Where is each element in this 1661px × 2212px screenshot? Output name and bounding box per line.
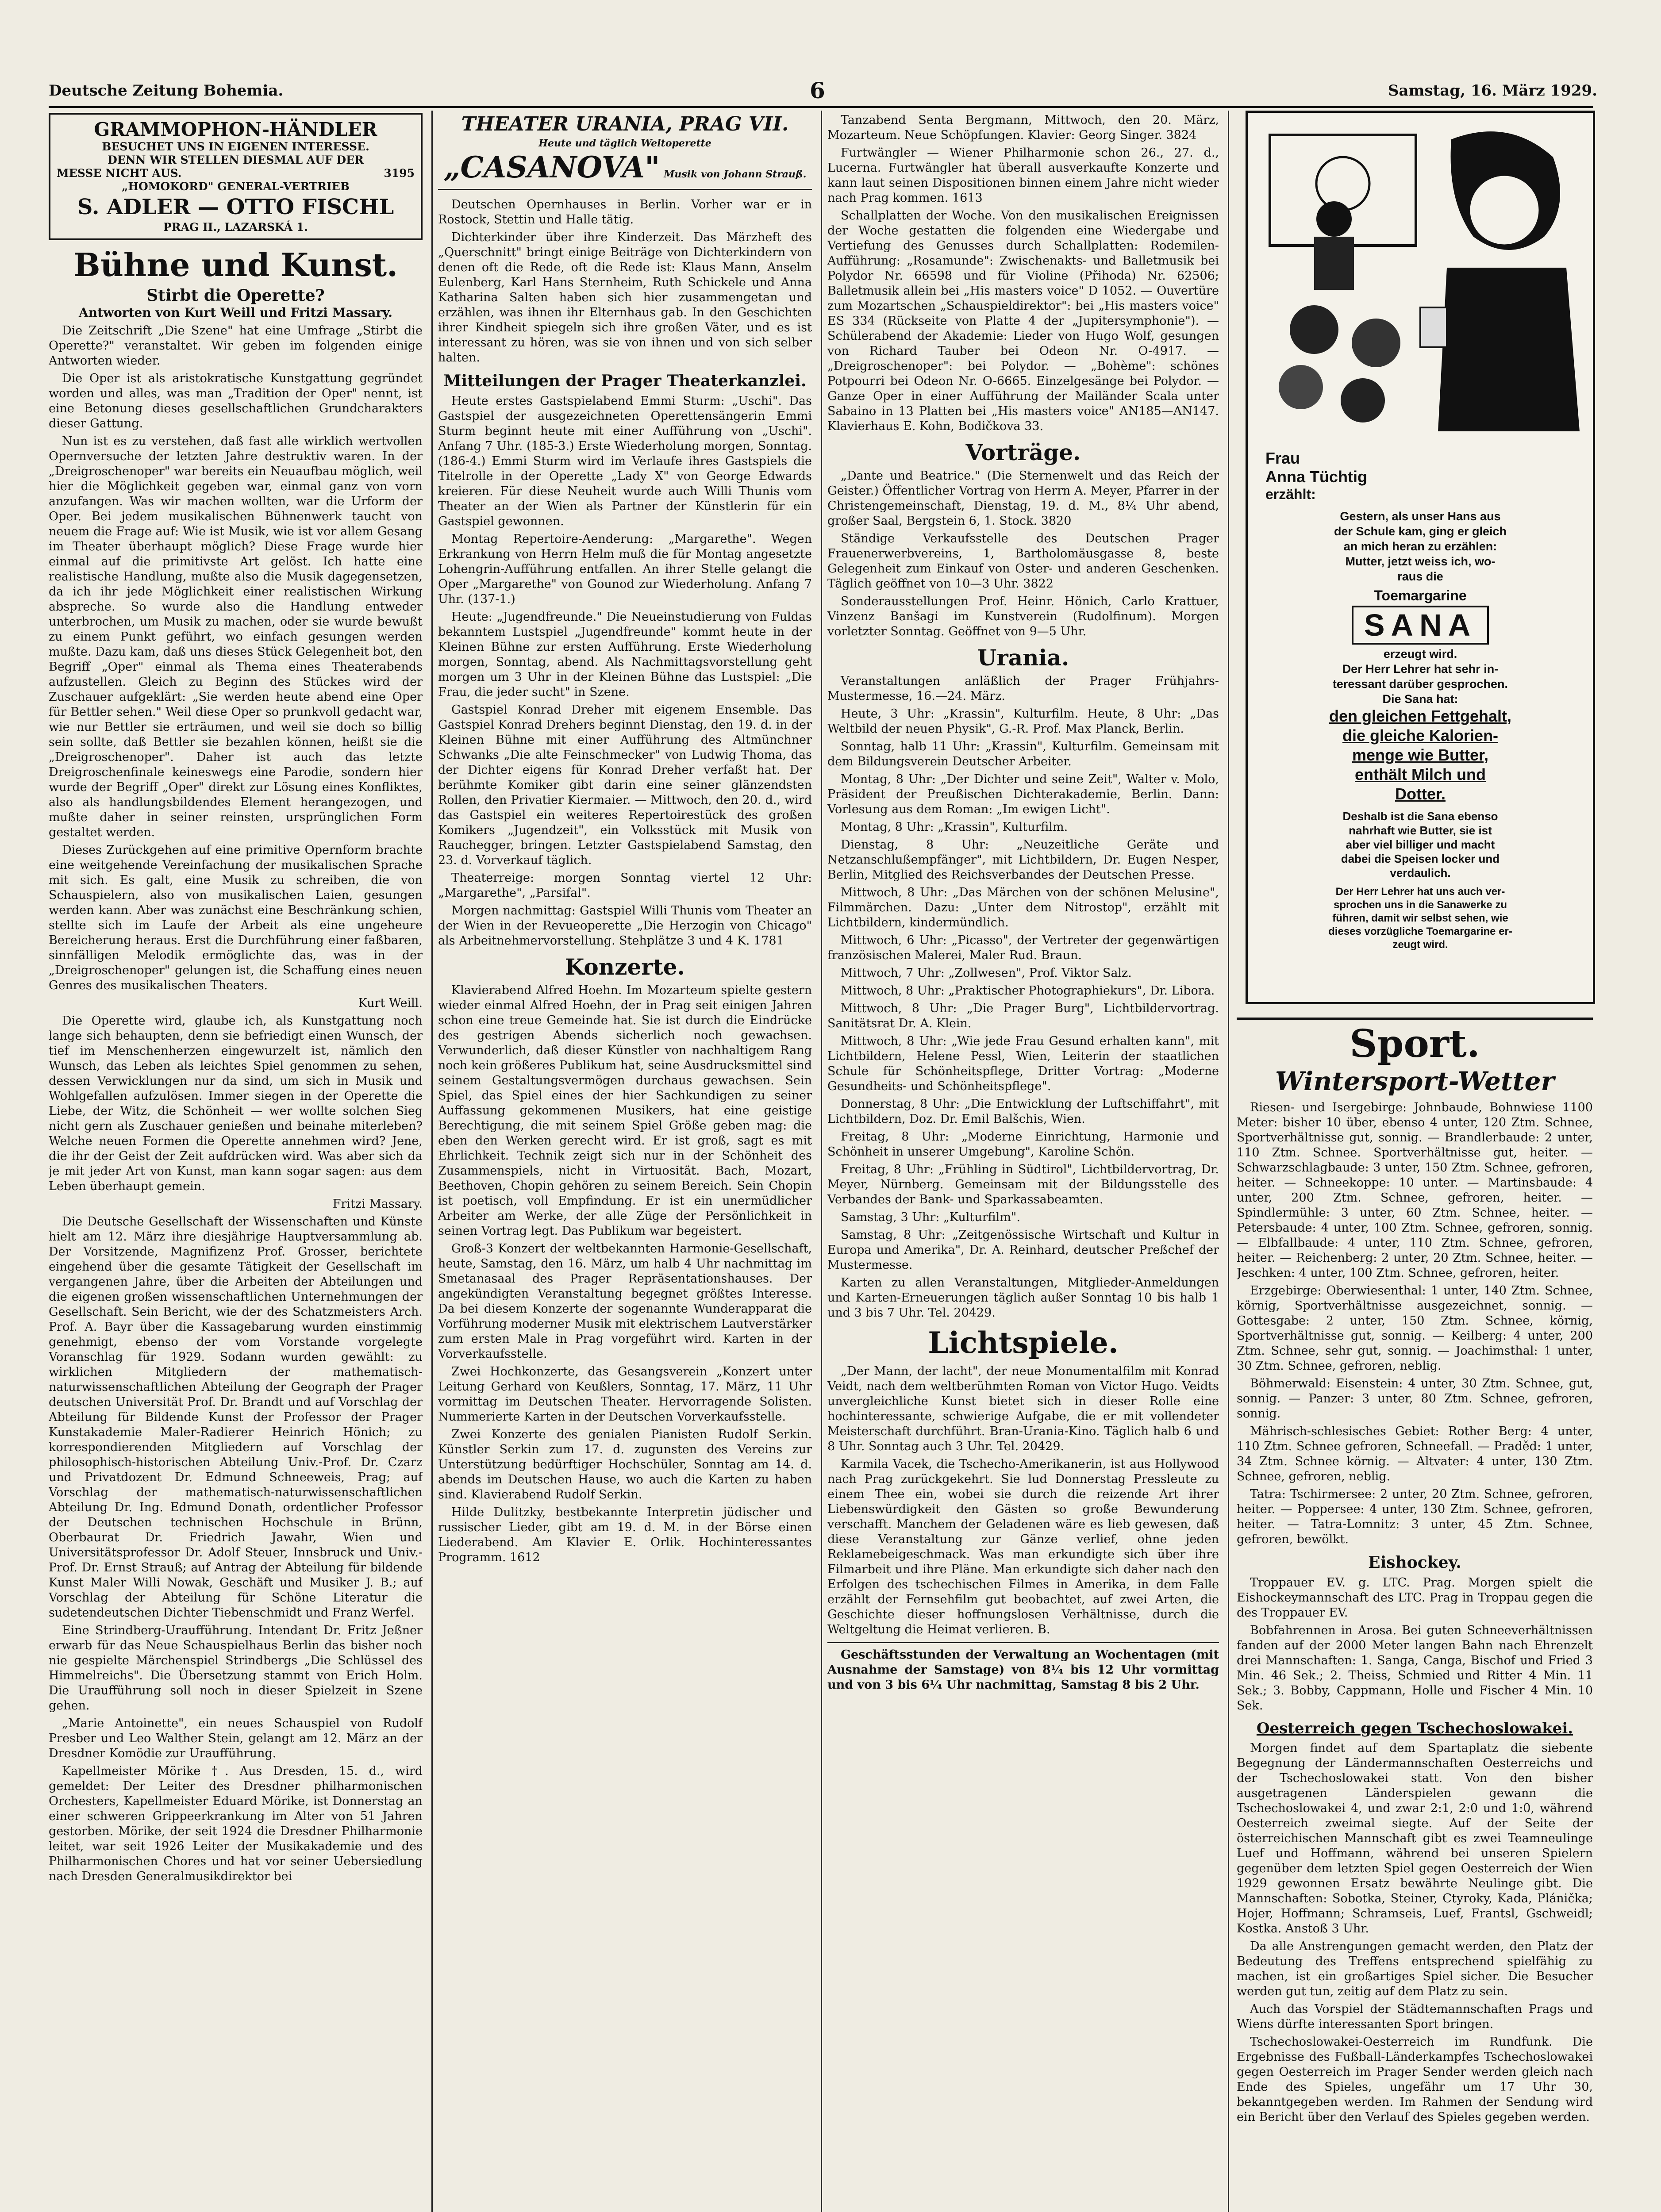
ad-title: GRAMMOPHON-HÄNDLER (94, 119, 377, 140)
article-title: Stirbt die Operette? (146, 286, 325, 305)
ad-line: Der Herr Lehrer hat sehr in- (1342, 662, 1499, 676)
author-signature: Fritzi Massary. (332, 1197, 423, 1211)
ad-claim: den gleichen Fettgehalt, (1329, 707, 1512, 725)
ad-intro: Frau (1265, 449, 1300, 467)
paragraph: Mittwoch, 8 Uhr: „Die Prager Burg", Lichtbildervortrag. Sanitätsrat Dr. A. Klein. (827, 1002, 1219, 1030)
paragraph: Dichterkinder über ihre Kinderzeit. Das Märzheft des „Querschnitt" bringt einige Beiträge von Dichterkindern von denen oft die Rede, oft die Rede ist: Klaus Mann, Anselm Eulenberg, Karl Hans Sternheim, Ruth Schickele und Anna Katharina Salten haben sich hier zusammengetan und erzählen, was ihnen ihr Elternhaus gab. In den Geschichten ihrer Kindheit spiegeln sich ihre großen Väter, und es ist interessant zu hören, was sie von ihnen und von sich selber halten. (438, 230, 812, 365)
masthead-paper-name: Deutsche Zeitung Bohemia. (49, 82, 284, 100)
paragraph: Mittwoch, 8 Uhr: „Das Märchen von der schönen Melusine", Filmmärchen. Dazu: „Unter dem Nitrostop", erzählt mit Lichtbildern, kindermündlich. (827, 886, 1219, 929)
theater-subtitle: Heute und täglich Weltoperette (538, 138, 711, 149)
paragraph: Auch das Vorspiel der Städtemannschaften Prags und Wiens dürfte interessanten Sport bringen. (1237, 2002, 1593, 2031)
paragraph: Erzgebirge: Oberwiesenthal: 1 unter, 140 Ztm. Schnee, körnig, Sportverhältnisse ausgezeichnet, sonnig. — Gottesgabe: 2 unter, 150 Ztm. Schnee, körnig, Sportverhältnisse gut, sonnig. — Keilberg: 4 unter, 200 Ztm. Schnee, sehr gut, sonnig. — Joachimsthal: 1 unter, 30 Ztm. Schnee, gefroren, neblig. (1237, 1284, 1593, 1373)
paragraph: Montag, 8 Uhr: „Der Dichter und seine Zeit", Walter v. Molo, Präsident der Preußischen Dichterakademie, Berlin. Dann: Vorlesung aus dem Roman: „Im ewigen Licht". (827, 772, 1219, 816)
paragraph: Mittwoch, 8 Uhr: „Praktischer Photographiekurs", Dr. Libora. (841, 984, 1215, 998)
ad-line: raus die (1397, 570, 1443, 583)
product-pre: Toemargarine (1374, 588, 1467, 603)
paragraph: Die Zeitschrift „Die Szene" hat eine Umfrage „Stirbt die Operette?" veranstaltet. Wir geben im folgenden einige Antworten wieder. (49, 324, 423, 368)
paragraph: Zwei Hochkonzerte, das Gesangsverein „Konzert unter Leitung Gerhard von Keußlers, Sonntag, 17. März, 11 Uhr vormittag im Deutschen Theater. Hervorragende Solisten. Nummerierte Karten in der Deutschen Vorverkaufsstelle. (438, 1365, 812, 1424)
grammophon-ad (49, 113, 423, 240)
paragraph: Zwei Konzerte des genialen Pianisten Rudolf Serkin. Künstler Serkin zum 17. d. zugunsten des Vereins zur Unterstützung bedürftiger Hochschüler, Sonntag am 14. d. abends im Deutschen Hause, wo auch die Karten zu haben sind. Klavierabend Rudolf Serkin. (438, 1428, 812, 1502)
paragraph: Freitag, 8 Uhr: „Moderne Einrichtung, Harmonie und Schönheit in unserer Umgebung", Karoline Schön. (827, 1130, 1219, 1159)
paragraph: Montag Repertoire-Aenderung: „Margarethe". Wegen Erkrankung von Herrn Helm muß die für Montag angesetzte Lohengrin-Aufführung entfallen. An ihrer Stelle gelangt die Oper „Margarethe" von Gounod zur Wiederholung. Anfang 7 Uhr. (137-1.) (438, 532, 812, 606)
paragraph: Troppauer EV. g. LTC. Prag. Morgen spielt die Eishockeymannschaft des LTC. Prag in Troppau gegen die des Troppauer EV. (1237, 1576, 1593, 1620)
paragraph: Sonntag, halb 11 Uhr: „Krassin", Kulturfilm. Gemeinsam mit dem Bildungsverein Deutscher Arbeiter. (827, 740, 1219, 768)
paragraph: Eine Strindberg-Uraufführung. Intendant Dr. Fritz Jeßner erwarb für das Neue Schauspielhaus Berlin das bisher noch nie gespielte Märchenspiel Strindbergs „Die Schlüssel des Himmelreichs". Die Übersetzung stammt von Erich Holm. Die Uraufführung soll noch in dieser Spielzeit in Szene gehen. (49, 1624, 423, 1713)
sport-column (1237, 1013, 1593, 2212)
column-divider (1228, 111, 1229, 2212)
paragraph: Dienstag, 8 Uhr: „Neuzeitliche Geräte und Netzanschlußempfänger", mit Lichtbildern, Dr. Eugen Nesper, Berlin, Mitglied des Reichsverbandes der Deutschen Presse. (827, 838, 1219, 882)
ad-line: verdaulich. (1390, 866, 1451, 879)
sport-subtitle: Wintersport-Wetter (1275, 1066, 1555, 1096)
ad-line: dieses vorzügliche Toemargarine er- (1328, 926, 1512, 937)
ad-line: zeugt wird. (1392, 939, 1448, 951)
paragraph: Schallplatten der Woche. Von den musikalischen Ereignissen der Woche gestatten die folgenden eine Wiedergabe und Vertiefung des Genusses durch Schallplatten: Rodemilen-Aufführung: „Rosamunde": Zwischenakts- und Balletmusik bei Polydor Nr. 66598 und für Violine (Přihoda) Nr. 62506; Balletmusik allein bei „His masters voice" D 1052. — Ouvertüre zum Mozartschen „Schauspieldirektor": bei „His masters voice" ES 334 (Rückseite von Platte 4 der „Jupitersymphonie"). — Schülerabend der Akademie: Lieder von Hugo Wolf, gesungen von Richard Tauber bei Odeon Nr. O-4917. — „Dreigroschenoper": bei Polydor. — „Bohème": schönes Potpourri bei Odeon Nr. O-6665. Einzelgesänge bei Polydor. — Ganze Oper in einer Aufführung der Mailänder Scala unter Sabaino in 13 Platten bei „His masters voice" AN185—AN147. Klavierhaus E. Kohn, Bodičkova 33. (827, 209, 1219, 433)
ad-line: sprochen uns in die Sanawerke zu (1333, 899, 1507, 911)
divider (1237, 1018, 1593, 1020)
ad-line: erzeugt wird. (1383, 647, 1457, 661)
subsection-title: Urania. (977, 645, 1069, 671)
paragraph: Deutschen Opernhauses in Berlin. Vorher war er in Rostock, Stettin und Halle tätig. (438, 198, 812, 227)
paragraph: Riesen- und Isergebirge: Johnbaude, Bohnwiese 1100 Meter: bisher 10 über, ebenso 4 unter, 120 Ztm. Schnee, Sportverhältnisse gut, sonnig. — Brandlerbaude: 2 unter, 110 Ztm. Schnee. Sportverhältnisse gut, heiter. — Schwarzschlagbaude: 3 unter, 150 Ztm. Schnee, gefroren, heiter. — Schneekoppe: 10 unter. — Martinsbaude: 4 unter, 200 Ztm. Schnee, gefroren, heiter. — Spindlermühle: 3 unter, 60 Ztm. Schnee, heiter. — Petersbaude: 4 unter, 100 Ztm. Schnee, gefroren, sonnig. — Elbfallbaude: 4 unter, 110 Ztm. Schnee, gefroren, heiter. — Reichenberg: 2 unter, 20 Ztm. Schnee, heiter. — Jeschken: 4 unter, 100 Ztm. Schnee, gefroren, heiter. (1237, 1101, 1593, 1280)
ad-intro: erzählt: (1265, 486, 1316, 502)
subsection-title: Mitteilungen der Prager Theaterkanzlei. (443, 372, 807, 390)
subsection-title: Konzerte. (565, 954, 685, 980)
paragraph: Tschechoslowakei-Oesterreich im Rundfunk. Die Ergebnisse des Fußball-Länderkampfes Tschechoslowakei gegen Oesterreich im Prager Sender werden gleich nach Ende des Spieles, ungefähr um 17 Uhr 30, bekanntgegeben werden. Im Rahmen der Sendung wird ein Bericht über den Verlauf des Spieles gegeben werden. (1237, 2035, 1593, 2124)
paragraph: Tatra: Tschirmersee: 2 unter, 20 Ztm. Schnee, gefroren, heiter. — Poppersee: 4 unter, 130 Ztm. Schnee, gefroren, heiter. — Tatra-Lomnitz: 3 unter, 45 Ztm. Schnee, gefroren, bewölkt. (1237, 1487, 1593, 1546)
ad-line: „HOMOKORD" GENERAL-VERTRIEB (122, 180, 350, 193)
column-divider (821, 111, 822, 2212)
ad-line: Gestern, als unser Hans aus (1340, 510, 1501, 523)
paragraph: Mittwoch, 8 Uhr: „Wie jede Frau Gesund erhalten kann", mit Lichtbildern, Helene Pessl, Wien, Leiterin der staatlichen Schule für Schönheitspflege, Dritter Vortrag: „Moderne Gesundheits- und Schönheitspflege". (827, 1034, 1219, 1093)
product-name: SANA (1352, 606, 1489, 645)
paragraph: Samstag, 3 Uhr: „Kulturfilm". (841, 1210, 1020, 1224)
ad-line: DENN WIR STELLEN DIESMAL AUF DER (108, 154, 364, 166)
paragraph: Klavierabend Alfred Hoehn. Im Mozarteum spielte gestern wieder einmal Alfred Hoehn, der in Prag seit einigen Jahren schon eine treue Gemeinde hat. Sie ist durch die Eindrücke des gestrigen Abends sicherlich noch gewachsen. Verwunderlich, daß dieser Künstler von nachhaltigem Rang noch kein größeres Publikum hat, seine Ausdrucksmittel sind seinem Gestaltungsvermögen durchaus gewachsen. Sein Spiel, das Spiel eines der hier Sachkundigen zu seiner Auffassung gekommenen Musikers, hat eine geistige Berechtigung, die mit seinem Spiel Größe geben mag: die eben den Werken gerecht wird. Er ist groß, sagt es mit Ehrlichkeit. Technik zeigt sich nur in der Schönheit des Zusammenspiels, nicht in Virtuosität. Bach, Mozart, Beethoven, Chopin gehören zu seinem Bereich. Sein Chopin ist poetisch, voll Empfindung. Er ist ein unermüdlicher Arbeiter am Werke, der alle Züge der Persönlichkeit in seinen Vortrag legt. Das Publikum war begeistert. (438, 983, 812, 1238)
paragraph: Heute, 3 Uhr: „Krassin", Kulturfilm. Heute, 8 Uhr: „Das Weltbild der neuen Physik", G.-R. Prof. Max Planck, Berlin. (827, 707, 1219, 736)
ad-line: führen, damit wir selbst sehen, wie (1332, 912, 1508, 924)
masthead-date: Samstag, 16. März 1929. (1388, 82, 1597, 100)
paragraph: Veranstaltungen anläßlich der Prager Frühjahrs-Mustermesse, 16.—24. März. (827, 674, 1219, 703)
ad-line: Die Sana hat: (1382, 692, 1458, 706)
paragraph: Nun ist es zu verstehen, daß fast alle wirklich wertvollen Opernversuche der letzten Jahre destruktiv waren. In der „Dreigroschenoper" war bereits ein Neuaufbau möglich, weil hier die Möglichkeit gegeben war, einmal ganz von vorn anzufangen. Was wir machen wollten, war die Urform der Oper. Bei jedem musikalischen Bühnenwerk taucht von neuem die Frage auf: Wie ist Musik, wie ist vor allem Gesang im Theater überhaupt möglich? Diese Frage wurde hier einmal auf die primitivste Art gelöst. Ich hatte eine realistische Handlung, mußte also die Musik dagegensetzen, da ich ihr jede Möglichkeit einer realistischen Wirkung abspreche. So wurde also die Handlung entweder unterbrochen, um Musik zu machen, oder sie wurde bewußt zu einem Punkt geführt, wo einfach gesungen werden mußte. Dazu kam, daß uns dieses Stück Gelegenheit bot, den Begriff „Oper" einmal als Thema eines Theaterabends aufzustellen. Gleich zu Beginn des Stückes wird der Zuschauer aufgeklärt: „Sie werden heute abend eine Oper für Bettler sehen." Weil diese Oper so prunkvoll gedacht war, wie nur Bettler sie erträumen, und weil sie doch so billig sein sollte, daß Bettler sie bezahlen können, heißt sie die „Dreigroschenoper". Daher ist auch das letzte Dreigroschenfinale keineswegs eine Parodie, sondern hier wurde der Begriff „Oper" direkt zur Lösung eines Konfliktes, also als handlungsbildendes Element herangezogen, und mußte daher in seiner reinsten, ursprünglichen Form gestaltet werden. (49, 434, 423, 839)
paragraph: Tanzabend Senta Bergmann, Mittwoch, den 20. März, Mozarteum. Neue Schöpfungen. Klavier: Georg Singer. 3824 (827, 113, 1219, 142)
theater-show: „CASANOVA" (443, 150, 660, 184)
paragraph: Groß-3 Konzert der weltbekannten Harmonie-Gesellschaft, heute, Samstag, den 16. März, um halb 4 Uhr nachmittag im Smetanasaal des Prager Repräsentationshauses. Der angekündigten Veranstaltung begegnet größtes Interesse. Da bei diesem Konzerte der sogenannte Wunderapparat die Vorführung moderner Musik mit elektrischem Lautverstärker zum ersten Male in Prag vorgeführt wird. Karten in der Vorverkaufsstelle. (438, 1242, 812, 1361)
paragraph: Die Oper ist als aristokratische Kunstgattung gegründet worden und alles, was man „Tradition der Oper" nennt, ist eine Betonung dieses gesellschaftlichen Grundcharakters dieser Gattung. (49, 372, 423, 430)
section-title: Bühne und Kunst. (73, 246, 398, 284)
divider (827, 1642, 1219, 1643)
paragraph: Morgen findet auf dem Spartaplatz die siebente Begegnung der Ländermannschaften Oesterreichs und der Tschechoslowakei statt. Von den bisher ausgetragenen Länderspielen gewann die Tschechoslowakei 4, und zwar 2:1, 2:0 und 1:0, während Oesterreich zweimal siegte. Auf der Seite der österreichischen Mannschaft gibt es zwei Teamneulinge Luef und Hoffmann, während bei unseren Spielern gegenüber dem letzten Spiel gegen Oesterreich der Wien 1929 gewonnen Ersatz bewährte Neulinge gibt. Die Mannschaften: Sobotka, Steiner, Ctyroky, Kada, Plánička; Hojer, Hoffmann; Schramseis, Luef, Frantsl, Gschweidl; Kostka. Anstoß 3 Uhr. (1237, 1741, 1593, 1936)
ad-names: S. ADLER — OTTO FISCHL (77, 195, 394, 219)
paragraph: Die Operette wird, glaube ich, als Kunstgattung noch lange sich behaupten, denn sie befriedigt einen Wunsch, der tief im Menschenherzen eingewurzelt ist, nämlich den Wunsch, das Leben als leichtes Spiel genommen zu sehen, dessen Verwicklungen nur da sind, um sich in Musik und Wohlgefallen aufzulösen. Immer siegen in der Operette die Liebe, der Witz, die Schönheit — wer wollte solchen Sieg nicht gern als Zuschauer genießen und beinahe miterleben? Welche neuen Formen die Operette annehmen wird? Jene, die ihr der Geist der Zeit aufdrücken wird. Was aber sich da je mit jeder Art von Kunst, man kann sogar sagen: aus dem Leben überhaupt gemein. (49, 1014, 423, 1193)
paragraph: Samstag, 8 Uhr: „Zeitgenössische Wirtschaft und Kultur in Europa und Amerika", Dr. A. Reinhard, deutscher Preßchef der Mustermesse. (827, 1228, 1219, 1272)
paragraph: Sonderausstellungen Prof. Heinr. Hönich, Carlo Krattuer, Vinzenz Banšagi im Kunstverein (Rudolfinum). Morgen vorletzter Sonntag. Geöffnet von 9—5 Uhr. (827, 595, 1219, 638)
paragraph: Hilde Dulitzky, bestbekannte Interpretin jüdischer und russischer Lieder, gibt am 19. d. M. in der Börse einen Liederabend. Am Klavier E. Orlik. Hochinteressantes Programm. 1612 (438, 1505, 812, 1564)
subsection-title: Lichtspiele. (928, 1325, 1119, 1360)
subsection-title: Eishockey. (1368, 1553, 1461, 1572)
paragraph: Furtwängler — Wiener Philharmonie schon 26., 27. d., Lucerna. Furtwängler hat überall ausverkaufte Konzerte und kann laut seinen Dispositionen binnen einem Jahre nicht wieder nach Prag kommen. 1613 (827, 146, 1219, 205)
theater-name: THEATER URANIA, PRAG VII. (461, 113, 789, 135)
ad-claim: Dotter. (1395, 785, 1446, 803)
masthead-page-number: 6 (810, 77, 825, 104)
paragraph: Heute erstes Gastspielabend Emmi Sturm: „Uschi". Das Gastspiel der ausgezeichneten Operettensängerin Emmi Sturm beginnt heute mit einer Aufführung von „Uschi". Anfang 7 Uhr. (185-3.) Erste Wiederholung morgen, Sonntag. (186-4.) Emmi Sturm wird im Verlaufe ihres Gastspiels die Titelrolle in der Operette „Lady X" von George Edwards kreieren. Für diese Neuheit wurde auch Willi Thunis vom Theater an der Wien als Partner der Künstlerin für ein Gastspiel gewonnen. (438, 394, 812, 528)
ad-line: Der Herr Lehrer hat uns auch ver- (1335, 886, 1505, 898)
column-2 (438, 113, 812, 2212)
sport-title: Sport. (1350, 1022, 1480, 1066)
paragraph: Mährisch-schlesisches Gebiet: Rother Berg: 4 unter, 110 Ztm. Schnee gefroren, Schneefall. — Praděd: 1 unter, 34 Ztm. Schnee körnig. — Altvater: 4 unter, 130 Ztm. Schnee, gefroren, neblig. (1237, 1425, 1593, 1483)
paragraph: Da alle Anstrengungen gemacht werden, den Platz der Bedeutung des Treffens entsprechend spielfähig zu machen, ist ein großartiges Spiel sicher. Die Besucher werden gut tun, zeitig auf dem Platz zu sein. (1237, 1939, 1593, 1998)
ad-number: 3195 (384, 167, 415, 180)
paragraph: Heute: „Jugendfreunde." Die Neueinstudierung von Fuldas bekanntem Lustspiel „Jugendfreunde" kommt heute in der Kleinen Bühne zur ersten Aufführung. Erste Wiederholung morgen, Sonntag, abend. Als Nachmittagsvorstellung geht morgen um 3 Uhr in der Kleinen Bühne das Lustspiel: „Die Frau, die jeder sucht" in Szene. (438, 610, 812, 699)
ad-line: der Schule kam, ging er gleich (1334, 525, 1507, 538)
paragraph: Karmila Vacek, die Tschecho-Amerikanerin, ist aus Hollywood nach Prag zurückgekehrt. Sie lud Donnerstag Pressleute zu einem Thee ein, wobei sie durch die reizende Art ihrer Liebenswürdigkeit den Gästen so große Bewunderung verschafft. Manchem der Geladenen wäre es lieb gewesen, daß diese Veranstaltung zur Gänze verlief, ohne jeden Reklamebeigeschmack. Was man erkundigte sich über ihre Filmarbeit und ihre Pläne. Man erkundigte sich daher nach den Erfolgen des tschechischen Filmes in Amerika, in dem Falle erzählt der Fernsehfilm gut beobachtet, auf zwei Arten, die Geschichte dieser hoffnungslosen Verhältnisse, durch die Weltgeltung die Heimat verlieren. B. (827, 1457, 1219, 1636)
paragraph: „Der Mann, der lacht", der neue Monumentalfilm mit Konrad Veidt, nach dem weltberühmten Roman von Victor Hugo. Veidts unvergleichliche Kunst bietet sich in dieser Rolle eine hochinteressante, schwierige Aufgabe, die er mit vollendeter Meisterschaft durchführt. Bran-Urania-Kino. Täglich halb 6 und 8 Uhr. Sonntag auch 3 Uhr. Tel. 20429. (827, 1364, 1219, 1453)
ad-line: MESSE NICHT AUS. (57, 167, 182, 180)
paragraph: Morgen nachmittag: Gastspiel Willi Thunis vom Theater an der Wien in der Revueoperette „Die Herzogin von Chicago" als Arbeitnehmervorstellung. Stehplätze 3 und 4 K. 1781 (438, 904, 812, 948)
paragraph: Dieses Zurückgehen auf eine primitive Opernform brachte eine weitgehende Vereinfachung der musikalischen Sprache mit sich. Es galt, eine Musik zu schreiben, die von Schauspielern, also von musikalischen Laien, gesungen werden kann. Aber was zunächst eine Beschränkung schien, stellte sich im Laufe der Arbeit als eine ungeheure Bereicherung heraus. Erst die Durchführung einer faßbaren, sinnfälligen Melodik ermöglichte das, was in der „Dreigroschenoper" gelungen ist, die Schaffung eines neuen Genres des musikalischen Theaters. (49, 843, 423, 992)
paragraph: Ständige Verkaufsstelle des Deutschen Prager Frauenerwerbvereins, 1, Bartholomäusgasse 8, beste Gelegenheit zum Einkauf von Oster- und anderen Geschenken. Täglich geöffnet von 10—3 Uhr. 3822 (827, 532, 1219, 591)
theater-music: Musik von Johann Strauß. (664, 169, 807, 180)
masthead-rule (49, 106, 1593, 108)
author-signature: Kurt Weill. (358, 996, 423, 1010)
masthead (49, 77, 1597, 104)
ad-address: PRAG II., LAZARSKÁ 1. (163, 221, 308, 234)
paragraph: Theaterreige: morgen Sonntag viertel 12 Uhr: „Margarethe", „Parsifal". (438, 871, 812, 900)
subsection-title: Vorträge. (965, 439, 1081, 465)
ad-line: BESUCHET UNS IN EIGENEN INTERESSE. (102, 140, 369, 153)
paragraph: Karten zu allen Veranstaltungen, Mitglieder-Anmeldungen und Karten-Erneuerungen täglich außer Sonntag 10 bis halb 1 und 3 bis 7 Uhr. Tel. 20429. (827, 1276, 1219, 1320)
ad-line: Mutter, jetzt weiss ich, wo- (1345, 555, 1496, 568)
paragraph: Die Deutsche Gesellschaft der Wissenschaften und Künste hielt am 12. März ihre diesjährige Hauptversammlung ab. Der Vorsitzende, Magnifizenz Prof. Grosser, berichtete eingehend über die gesamte Tätigkeit der Gesellschaft im vergangenen Jahre, über die Arbeiten der Abteilungen und die eigenen großen wissenschaftlichen Unternehmungen der Gesellschaft. Sein Bericht, wie der des Schatzmeisters Arch. Prof. A. Bayr über die Kassagebarung wurden einstimmig genehmigt, ebenso der vom Vorstande vorgelegte Voranschlag für 1929. Sodann wurden gewählt: zu wirklichen Mitgliedern der mathematisch-naturwissenschaftlichen Abteilung der Geograph der Prager deutschen Universität Prof. Dr. Brandt und auf Vorschlag der Abteilung für Bildende Kunst der Professor der Prager Kunstakademie Maler-Radierer Heinrich Hönich; zu korrespondierenden Mitgliedern auf Vorschlag der philosophisch-historischen Abteilung Univ.-Prof. Dr. Czarz und Privatdozent Dr. Edmund Schneeweis, Prag; auf Vorschlag der mathematisch-naturwissenschaftlichen Abteilung Dr. Ing. Edmund Donath, ordentlicher Professor der Deutschen technischen Hochschule in Brünn, Oberbaurat Dr. Friedrich Jawahr, Wien und Universitätsprofessor Dr. Adolf Steuer, Innsbruck und Univ.-Prof. Dr. Ernst Strauß; auf Antrag der Abteilung für bildende Kunst Maler Willi Nowak, Geschäft und Musiker J. B.; auf Vorschlag der Abteilung für Schöne Literatur die sudetendeutschen Dichter Tiebenschmidt und Franz Werfel. (49, 1215, 423, 1620)
paragraph: „Dante und Beatrice." (Die Sternenwelt und das Reich der Geister.) Öffentlicher Vortrag von Herrn A. Meyer, Pfarrer in der Christengemeinschaft, Dienstag, 19. d. M., 8¼ Uhr abend, großer Saal, Bergstein 6, 1. Stock. 3820 (827, 469, 1219, 528)
ad-claim: menge wie Butter, (1352, 746, 1489, 764)
column-3 (827, 113, 1219, 2212)
column-1 (49, 113, 423, 2212)
paragraph: Montag, 8 Uhr: „Krassin", Kulturfilm. (841, 820, 1068, 834)
paragraph: Donnerstag, 8 Uhr: „Die Entwicklung der Luftschiffahrt", mit Lichtbildern, Doz. Dr. Emil Balšchis, Wien. (827, 1097, 1219, 1126)
paragraph: „Marie Antoinette", ein neues Schauspiel von Rudolf Presber und Leo Walther Stein, gelangt am 12. März an der Dresdner Komödie zur Uraufführung. (49, 1717, 423, 1760)
ad-line: teressant darüber gesprochen. (1332, 677, 1508, 691)
paragraph: Freitag, 8 Uhr: „Frühling in Südtirol", Lichtbildervortrag, Dr. Meyer, Nürnberg. Gemeinsam mit der Bildungsstelle des Verbandes der Bank- und Sparkassabeamten. (827, 1163, 1219, 1206)
ad-line: nahrhaft wie Butter, sie ist (1349, 824, 1492, 837)
ad-claim: enthält Milch und (1355, 765, 1486, 783)
ad-claim: die gleiche Kalorien- (1342, 726, 1499, 745)
paragraph: Mittwoch, 7 Uhr: „Zollwesen", Prof. Viktor Salz. (841, 966, 1132, 980)
ad-line: an mich heran zu erzählen: (1343, 540, 1497, 553)
paragraph: Geschäftsstunden der Verwaltung an Wochentagen (mit Ausnahme der Samstage) von 8¼ bis 12 Uhr vormittag und von 3 bis 6¼ Uhr nachmittag, Samstag 8 bis 2 Uhr. (827, 1648, 1219, 1692)
paragraph: Kapellmeister Mörike †. Aus Dresden, 15. d., wird gemeldet: Der Leiter des Dresdner philharmonischen Orchesters, Kapellmeister Eduard Mörike, ist Donnerstag an einer schweren Grippeerkrankung im Alter von 51 Jahren gestorben. Mörike, der seit 1924 die Dresdner Philharmonie leitet, war seit 1926 Leiter der Musikakademie und des Philharmonischen Chores und hat vor seiner Uebersiedlung nach Dresden Generalmusikdirektor bei (49, 1764, 423, 1883)
paragraph: Böhmerwald: Eisenstein: 4 unter, 30 Ztm. Schnee, gut, sonnig. — Panzer: 3 unter, 80 Ztm. Schnee, gefroren, sonnig. (1237, 1377, 1593, 1421)
paragraph: Mittwoch, 6 Uhr: „Picasso", der Vertreter der gegenwärtigen französischen Malerei, Maler Rud. Braun. (827, 933, 1219, 962)
paragraph: Bobfahrennen in Arosa. Bei guten Schneeverhältnissen fanden auf der 2000 Meter langen Bahn nach Ehrenzelt drei Mannschaften: 1. Sanga, Canga, Bischof und Fried 3 Min. 46 Sek.; 2. Theiss, Schmied und Ritter 4 Min. 11 Sek.; 3. Bobby, Cappmann, Holle und Fischer 4 Min. 10 Sek. (1237, 1624, 1593, 1713)
sana-margarine-ad (1246, 111, 1595, 1004)
ad-line: aber viel billiger und macht (1346, 838, 1495, 851)
sana-ad-text (1265, 449, 1575, 952)
theater-urania-ad (438, 113, 812, 190)
ad-line: Deshalb ist die Sana ebenso (1342, 810, 1498, 823)
paragraph: Gastspiel Konrad Dreher mit eigenem Ensemble. Das Gastspiel Konrad Drehers beginnt Dienstag, den 19. d. in der Kleinen Bühne mit einer Aufführung des Altmünchner Schwanks „Die alte Feinschmecker" von Ludwig Thoma, das der Dichter eigens für Konrad Dreher verfaßt hat. Der berühmte Komiker gibt darin eine seiner glänzendsten Rollen, den Privatier Kiermaier. — Mittwoch, den 20. d., wird das Gastspiel ein weiteres Repertoirestück des großen Komikers „Jugendzeit", ein Volksstück mit Musik von Rauchegger, bringen. Letzter Gastspielabend Samstag, den 23. d. Vorverkauf täglich. (438, 703, 812, 867)
ad-line: dabei die Speisen locker und (1341, 852, 1500, 865)
subsection-title: Oesterreich gegen Tschechoslowakei. (1256, 1720, 1573, 1737)
ad-intro: Anna Tüchtig (1265, 468, 1367, 486)
teacher-children-illustration (1261, 122, 1580, 431)
column-divider (431, 111, 433, 2212)
article-subtitle: Antworten von Kurt Weill und Fritzi Massary. (79, 305, 392, 320)
